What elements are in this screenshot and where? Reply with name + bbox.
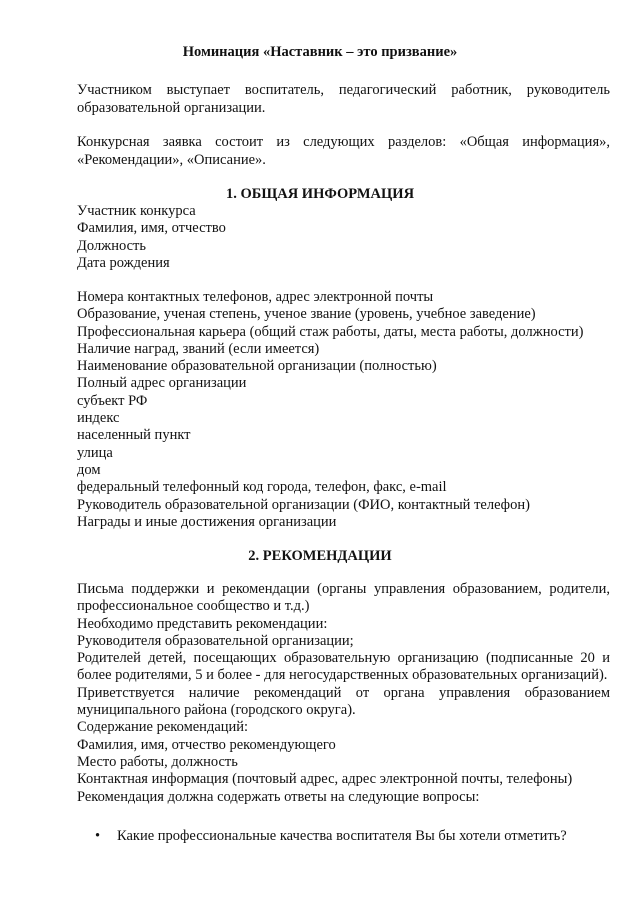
paragraph: Необходимо представить рекомендации: <box>77 615 328 632</box>
paragraph: Содержание рекомендаций: <box>77 719 249 736</box>
paragraph: Рекомендация должна содержать ответы на следующие вопросы: <box>77 788 480 805</box>
document-title: Номинация «Наставник – это призвание» <box>182 44 458 60</box>
section-1-participant-list <box>77 203 610 272</box>
list-item: дом <box>77 461 101 478</box>
list-item: Образование, ученая степень, ученое звание (уровень, учебное заведение) <box>77 306 536 323</box>
list-item: улица <box>77 444 113 461</box>
list-item: Участник конкурса <box>77 203 196 219</box>
section-1-heading: 1. ОБЩАЯ ИНФОРМАЦИЯ <box>225 186 415 202</box>
paragraph: Письма поддержки и рекомендации (органы управления образованием, родители, профессиональное сообщество и т.д.) <box>77 581 610 615</box>
section-1-details-list <box>77 289 610 531</box>
list-item: Номера контактных телефонов, адрес электронной почты <box>77 289 434 305</box>
bullet-item <box>95 827 610 845</box>
list-item: Наличие наград, званий (если имеется) <box>77 340 320 357</box>
bullet-text: Какие профессиональные качества воспитателя Вы бы хотели отметить? <box>117 828 567 844</box>
paragraph: Руководителя образовательной организации; <box>77 632 354 649</box>
list-item: индекс <box>77 410 120 427</box>
paragraph: Контактная информация (почтовый адрес, адрес электронной почты, телефоны) <box>77 771 573 788</box>
paragraph: Приветствуется наличие рекомендаций от органа управления образованием муниципального района (городского округа). <box>77 684 610 719</box>
list-item: Руководитель образовательной организации (ФИО, контактный телефон) <box>77 496 530 513</box>
section-2-body <box>77 581 610 806</box>
intro-paragraph-participant: Участником выступает воспитатель, педагогический работник, руководитель образовательной организации. <box>77 82 610 116</box>
intro-paragraph-sections: Конкурсная заявка состоит из следующих разделов: «Общая информация», «Рекомендации», «Описание». <box>77 134 610 168</box>
list-item: Дата рождения <box>77 254 170 271</box>
list-item: Наименование образовательной организации (полностью) <box>77 358 437 375</box>
list-item: Награды и иные достижения организации <box>77 513 337 530</box>
list-item: федеральный телефонный код города, телефон, факс, e-mail <box>77 479 447 496</box>
paragraph: Место работы, должность <box>77 753 238 770</box>
list-item: Должность <box>77 237 146 254</box>
list-item: Фамилия, имя, отчество <box>77 220 226 237</box>
list-item: Профессиональная карьера (общий стаж работы, даты, места работы, должности) <box>77 323 584 340</box>
section-2-heading: 2. РЕКОМЕНДАЦИИ <box>248 548 392 564</box>
list-item: Полный адрес организации <box>77 375 247 392</box>
bullet-icon: • <box>95 828 101 844</box>
list-item: населенный пункт <box>77 427 191 444</box>
list-item: субъект РФ <box>77 392 148 409</box>
paragraph: Фамилия, имя, отчество рекомендующего <box>77 736 336 753</box>
paragraph: Родителей детей, посещающих образовательную организацию (подписанные 20 и более родителями, 5 и более - для негосударственных образовательных организаций). <box>77 650 610 684</box>
